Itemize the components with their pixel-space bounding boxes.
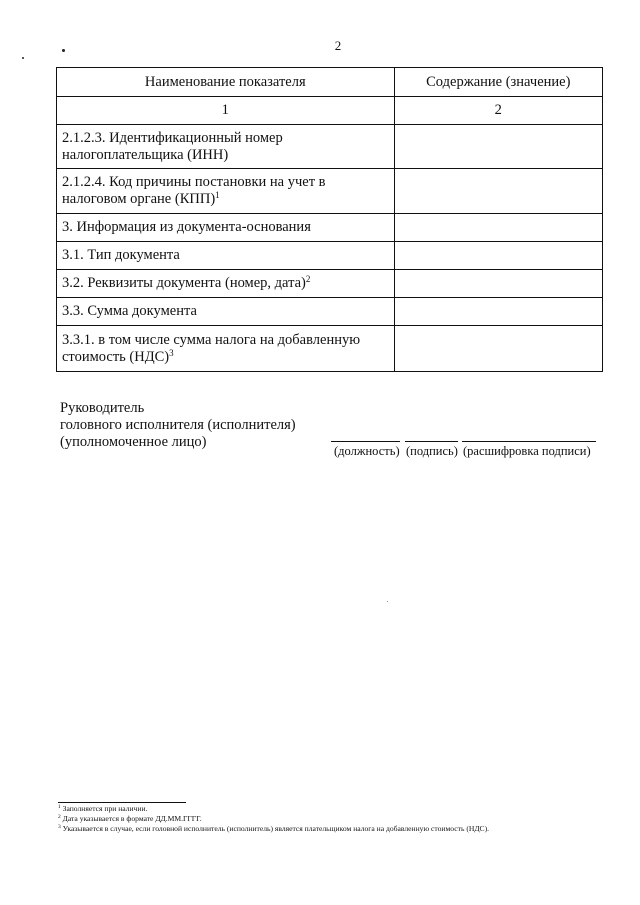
table-row (57, 242, 603, 270)
row-label: 3.3.1. в том числе сумма налога на добавленную стоимость (НДС)$^3$ (57, 326, 395, 372)
decode-caption: (расшифровка подписи) (463, 444, 591, 458)
footnote-ref: 1 (215, 190, 220, 200)
sign-caption: (подпись) (406, 444, 458, 458)
row-label: 3. Информация из документа-основания (57, 214, 395, 242)
signature-fields (331, 441, 596, 471)
signature-line[interactable] (405, 441, 458, 442)
column-header-value: Содержание (значение) (394, 68, 602, 97)
signatory-label (60, 400, 296, 451)
row-label: 3.2. Реквизиты документа (номер, дата)$^2$ (57, 270, 395, 298)
row-label: 3.1. Тип документа (57, 242, 395, 270)
signatory-line: (уполномоченное лицо) (60, 434, 207, 450)
position-line[interactable] (331, 441, 400, 442)
column-number-row (57, 97, 603, 125)
row-value (394, 169, 602, 214)
table-header-row (57, 68, 603, 97)
row-value (394, 242, 602, 270)
table-row (57, 326, 603, 372)
scan-speck (62, 49, 65, 52)
column-header-name: Наименование показателя (57, 68, 395, 97)
footnotes (58, 804, 489, 834)
footnote: $^1$ Заполняется при наличии. (58, 804, 148, 813)
column-number-2: 2 (394, 97, 602, 125)
footnote: $^2$ Дата указывается в формате ДД.ММ.ГГГГ. (58, 814, 202, 823)
footnote: $^3$ Указывается в случае, если головной исполнитель (исполнитель) является плательщиком налога на добавленную стоимость (НДС). (58, 824, 490, 833)
table-row (57, 270, 603, 298)
footnote-ref: 2 (305, 274, 311, 284)
page-number: 2 (334, 38, 342, 53)
scan-speck (22, 57, 24, 59)
signatory-line: головного исполнителя (исполнителя) (60, 417, 296, 433)
row-label: 2.1.2.3. Идентификационный номер налогоплательщика (ИНН) (57, 125, 395, 169)
row-label: 3.3. Сумма документа (57, 298, 395, 326)
table-row (57, 125, 603, 169)
row-label: 2.1.2.4. Код причины постановки на учет в налоговом органе (КПП)$^1$ (57, 169, 395, 214)
signatory-line: Руководитель (60, 400, 145, 416)
scan-speck (387, 601, 388, 602)
decode-line[interactable] (462, 441, 596, 442)
table-row (57, 214, 603, 242)
row-value (394, 214, 602, 242)
row-value (394, 326, 602, 372)
row-value (394, 125, 602, 169)
table-row (57, 298, 603, 326)
row-value (394, 270, 602, 298)
footnote-ref: 3 (169, 347, 174, 358)
indicators-table (56, 67, 603, 372)
position-caption: (должность) (334, 444, 400, 458)
footnote-divider (58, 802, 186, 803)
row-value (394, 298, 602, 326)
column-number-1: 1 (57, 97, 395, 125)
table-row (57, 169, 603, 214)
